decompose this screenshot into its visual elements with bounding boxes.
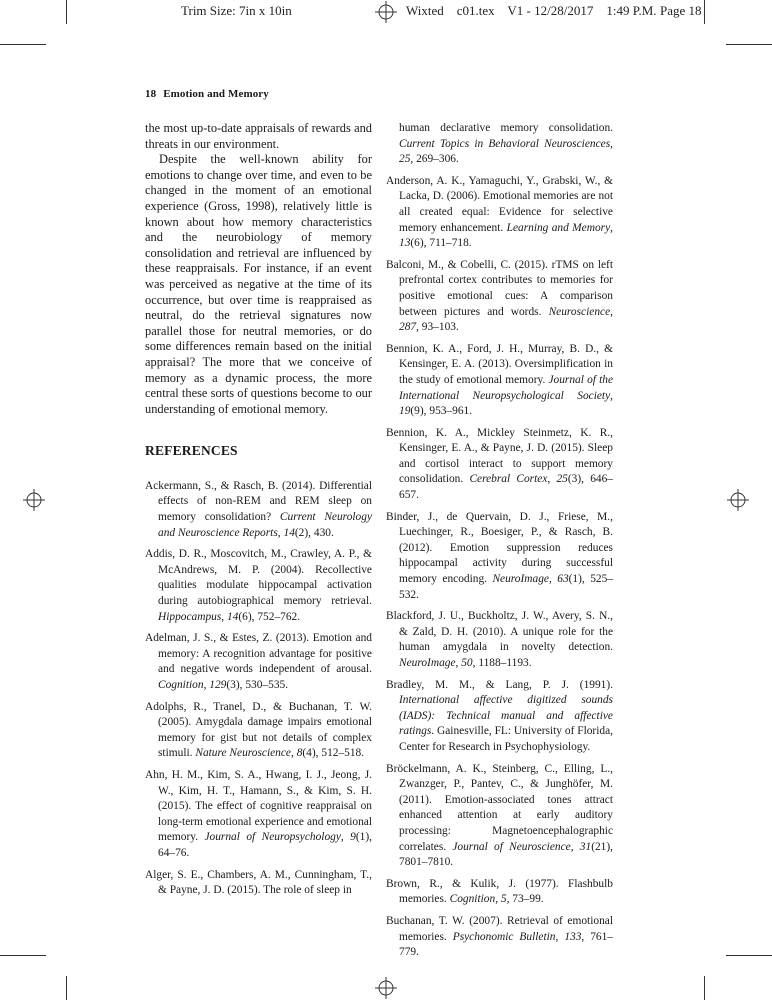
reference-entry: Addis, D. R., Moscovitch, M., Crawley, A. P., & McAndrews, M. P. (2004). Recollective qualities modulate hippocampal activation during autobiographical memory retrieval. Hippocampus, 14(6), 752–762. (145, 548, 372, 623)
body-paragraph: Despite the well-known ability for emotions to change over time, and even to be changed in the moment of an emotional experience (Gross, 1998), relatively little is known about how memory characteristics and the neurobiology of memory consolidation and retrieval are influenced by these reappraisals. For instance, if an event was perceived as negative at the time of its occurrence, but over time is reappraised as neutral, do the retrieval signatures now parallel those for neutral memories, or do some differences remain based on the initial appraisal? The more that we conceive of memory as a dynamic process, the more central these sorts of questions become to our understanding of emotional memory. (145, 152, 372, 416)
reference-entry: Bennion, K. A., Mickley Steinmetz, K. R., Kensinger, E. A., & Payne, J. D. (2015). Sleep and cortisol interact to support memory consolidation. Cerebral Cortex, 25(3), 646–657. (386, 426, 613, 502)
crop-mark (704, 976, 705, 1000)
reference-entry: Adelman, J. S., & Estes, Z. (2013). Emotion and memory: A recognition advantage for positive and negative words independent of arousal. Cognition, 129(3), 530–535. (145, 632, 372, 691)
crop-mark (0, 44, 46, 45)
reference-entry: Adolphs, R., Tranel, D., & Buchanan, T. W. (2005). Amygdala damage impairs emotional memory for gist but not details of complex stimuli. Nature Neuroscience, 8(4), 512–518. (145, 700, 372, 760)
reference-entry: Bradley, M. M., & Lang, P. J. (1991). International affective digitized sounds (IADS): Technical manual and affective ratings. Gainesville, FL: University of Florida, Center for Research in Psychophysiology. (386, 678, 613, 753)
reference-entry: Alger, S. E., Chambers, A. M., Cunningham, T., & Payne, J. D. (2015). The role of sleep in (145, 868, 372, 897)
registration-mark-icon (23, 489, 45, 511)
crop-mark (726, 955, 772, 956)
crop-mark (0, 955, 46, 956)
crop-mark (66, 976, 67, 1000)
reference-entry: Anderson, A. K., Yamaguchi, Y., Grabski, W., & Lacka, D. (2006). Emotional memories are not all created equal: Evidence for selective memory enhancement. Learning and Memory, 13(6), 711–718. (386, 174, 613, 250)
reference-entry: Buchanan, T. W. (2007). Retrieval of emotional memories. Psychonomic Bulletin, 133, 761–779. (386, 914, 613, 959)
reference-entry: Balconi, M., & Cobelli, C. (2015). rTMS on left prefrontal cortex contributes to memories for positive emotional cues: A comparison between pictures and words. Neuroscience, 287, 93–103. (386, 258, 613, 334)
crop-mark (66, 0, 67, 24)
reference-entry: Binder, J., de Quervain, D. J., Friese, M., Luechinger, R., Boesiger, P., & Rasch, B. (2012). Emotion suppression reduces hippocampal activity during successful memory encoding. NeuroImage, 63(1), 525–532. (386, 510, 613, 601)
registration-mark-icon (375, 1, 397, 23)
reference-entry: Blackford, J. U., Buckholtz, J. W., Avery, S. N., & Zald, D. H. (2010). A unique role for the human amygdala in novelty detection. NeuroImage, 50, 1188–1193. (386, 610, 613, 669)
slug-page-label: Page 18 (660, 3, 702, 18)
crop-mark (726, 44, 772, 45)
body-paragraph: the most up-to-date appraisals of rewards and threats in our environment. (145, 121, 372, 151)
page-number: 18 (145, 88, 157, 100)
references-heading: REFERENCES (145, 443, 238, 459)
running-head (145, 88, 269, 100)
registration-mark-icon (727, 489, 749, 511)
left-column (145, 121, 372, 905)
reference-entry: Ackermann, S., & Rasch, B. (2014). Differential effects of non-REM and REM sleep on memory consolidation? Current Neurology and Neuroscience Reports, 14(2), 430. (145, 479, 372, 539)
crop-mark (704, 0, 705, 24)
file-info-label: Wixted c01.tex V1 - 12/28/2017 1:49 P.M. (406, 3, 657, 18)
chapter-title: Emotion and Memory (163, 88, 269, 100)
reference-entry: Ahn, H. M., Kim, S. A., Hwang, I. J., Jeong, J. W., Kim, H. T., Hamann, S., & Kim, S. H. (2015). The effect of cognitive reappraisal on long-term emotional experience and emotional memory. Journal of Neuropsychology, 9(1), 64–76. (145, 768, 372, 859)
reference-entry-continued: human declarative memory consolidation. Current Topics in Behavioral Neurosciences, 25, 269–306. (399, 122, 613, 166)
reference-entry: Bennion, K. A., Ford, J. H., Murray, B. D., & Kensinger, E. A. (2013). Oversimplification in the study of emotional memory. Journal of the International Neuropsychological Society, 19(9), 953–961. (386, 342, 614, 418)
reference-entry: Brown, R., & Kulik, J. (1977). Flashbulb memories. Cognition, 5, 73–99. (386, 877, 613, 906)
registration-mark-icon (375, 977, 397, 999)
trim-size-label: Trim Size: 7in x 10in (181, 3, 292, 18)
reference-entry: Bröckelmann, A. K., Steinberg, C., Elling, L., Zwanzger, P., Pantev, C., & Junghöfer, M. (2011). Emotion-associated tones attract enhanced attention at early auditory processing: Magnetoencephalographic correlates. Journal of Neuroscience, 31(21), 7801–7810. (386, 762, 614, 869)
right-column (386, 121, 613, 967)
